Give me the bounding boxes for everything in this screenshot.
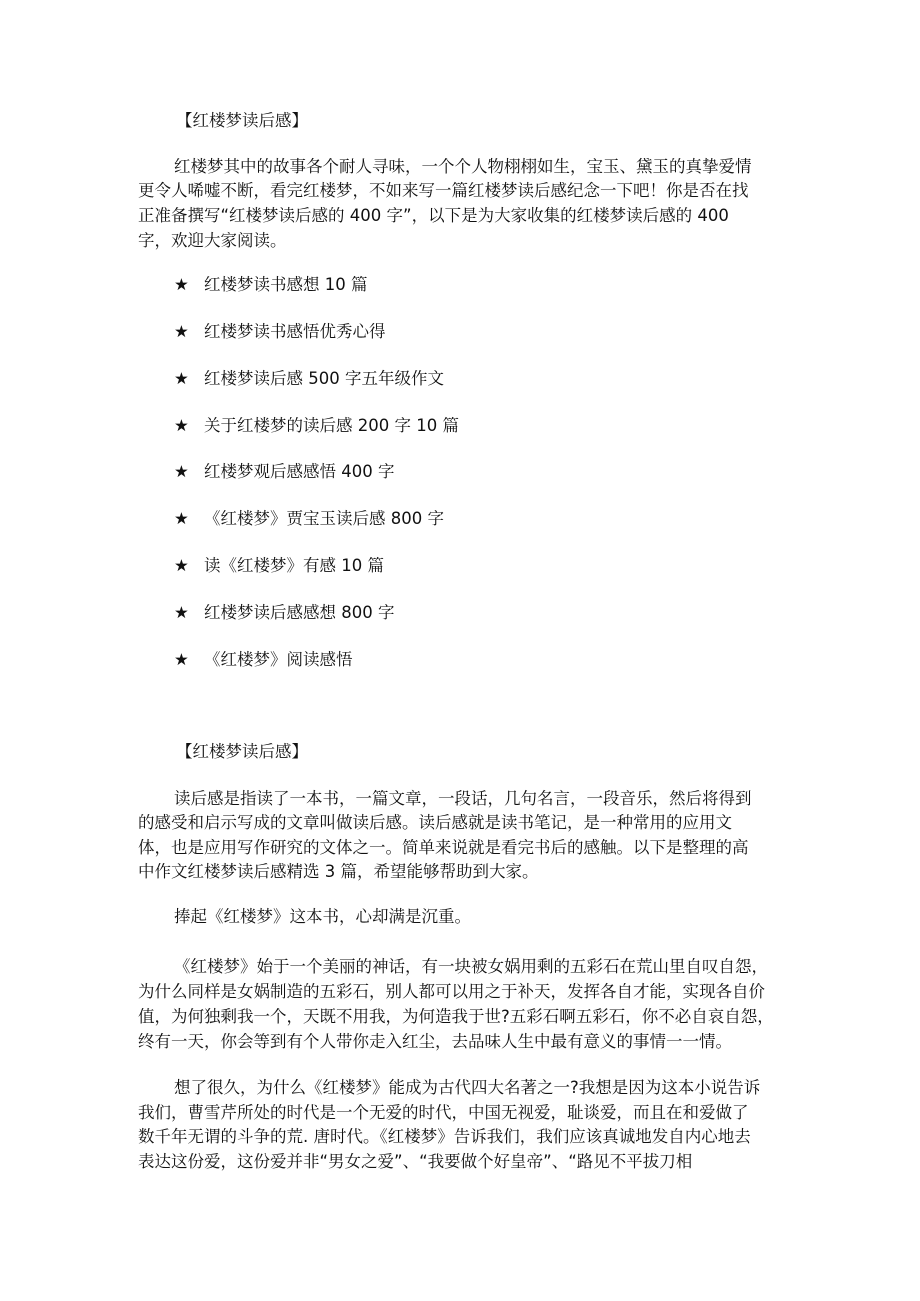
list-item-label: 红楼梦读后感 500 字五年级作文 xyxy=(204,369,444,388)
section1-intro-line: 字，欢迎大家阅读。 xyxy=(138,231,287,250)
list-item-label: 《红楼梦》贾宝玉读后感 800 字 xyxy=(204,509,444,528)
list-item-label: 红楼梦读书感悟优秀心得 xyxy=(204,322,386,341)
list-item[interactable] xyxy=(174,461,394,483)
section2-para1-line: 体，也是应用写作研究的文体之一。简单来说就是看完书后的感触。以下是整理的高 xyxy=(138,838,749,857)
list-item-label: 红楼梦观后感感悟 400 字 xyxy=(204,462,395,481)
star-icon: ★ xyxy=(174,275,189,294)
list-item[interactable] xyxy=(174,415,459,437)
list-item[interactable] xyxy=(174,508,444,530)
section2-para1-line: 的感受和启示写成的文章叫做读后感。读后感就是读书笔记，是一种常用的应用文 xyxy=(138,813,732,832)
section2-para2-line: 捧起《红楼梦》这本书，心却满是沉重。 xyxy=(174,907,471,926)
section2-para3-line: 为什么同样是女娲制造的五彩石，别人都可以用之于补天，发挥各自才能，实现各自价 xyxy=(138,982,765,1001)
list-item[interactable] xyxy=(174,321,386,343)
section2-heading: 【红楼梦读后感】 xyxy=(176,742,308,761)
star-icon: ★ xyxy=(174,650,189,669)
section2-para3-line: 终有一天，你会等到有个人带你走入红尘，去品味人生中最有意义的事情一一情。 xyxy=(138,1032,732,1051)
section2-para3-line: 《红楼梦》始于一个美丽的神话，有一块被女娲用剩的五彩石在荒山里自叹自怨， xyxy=(174,957,768,976)
section1-intro-line: 更令人唏嘘不断，看完红楼梦，不如来写一篇红楼梦读后感纪念一下吧！你是否在找 xyxy=(138,181,749,200)
section2-para4-line: 我们，曹雪芹所处的时代是一个无爱的时代，中国无视爱，耻谈爱，而且在和爱做了 xyxy=(138,1103,749,1122)
section2-para3-line: 值，为何独剩我一个，天既不用我，为何造我于世?五彩石啊五彩石，你不必自哀自怨， xyxy=(138,1007,774,1026)
section2-para1-line: 中作文红楼梦读后感精选 3 篇，希望能够帮助到大家。 xyxy=(138,862,539,881)
section2-para1-line: 读后感是指读了一本书，一篇文章，一段话，几句名言，一段音乐，然后将得到 xyxy=(174,789,752,808)
list-item-label: 红楼梦读后感感想 800 字 xyxy=(204,603,395,622)
section1-intro-line: 红楼梦其中的故事各个耐人寻味，一个个人物栩栩如生，宝玉、黛玉的真挚爱情 xyxy=(174,157,752,176)
list-item[interactable] xyxy=(174,555,384,577)
star-icon: ★ xyxy=(174,603,189,622)
list-item[interactable] xyxy=(174,602,394,624)
star-icon: ★ xyxy=(174,462,189,481)
list-item-label: 读《红楼梦》有感 10 篇 xyxy=(204,556,384,575)
list-item-label: 红楼梦读书感想 10 篇 xyxy=(204,275,368,294)
list-item[interactable] xyxy=(174,274,368,296)
list-item-label: 《红楼梦》阅读感悟 xyxy=(204,650,353,669)
list-item[interactable] xyxy=(174,649,353,671)
star-icon: ★ xyxy=(174,509,189,528)
section2-para4-line: 表达这份爱，这份爱并非“男女之爱”、“我要做个好皇帝”、“路见不平拔刀相 xyxy=(138,1152,693,1171)
star-icon: ★ xyxy=(174,556,189,575)
list-item-label: 关于红楼梦的读后感 200 字 10 篇 xyxy=(204,416,459,435)
section1-heading: 【红楼梦读后感】 xyxy=(176,111,308,130)
section2-para4-line: 想了很久，为什么《红楼梦》能成为古代四大名著之一?我想是因为这本小说告诉 xyxy=(174,1078,761,1097)
star-icon: ★ xyxy=(174,416,189,435)
section2-para4-line: 数千年无谓的斗争的荒. 唐时代。《红楼梦》告诉我们，我们应该真诚地发自内心地去 xyxy=(138,1127,751,1146)
list-item[interactable] xyxy=(174,368,444,390)
section1-intro-line: 正准备撰写“红楼梦读后感的 400 字”，以下是为大家收集的红楼梦读后感的 400 xyxy=(138,206,729,225)
star-icon: ★ xyxy=(174,322,189,341)
star-icon: ★ xyxy=(174,369,189,388)
